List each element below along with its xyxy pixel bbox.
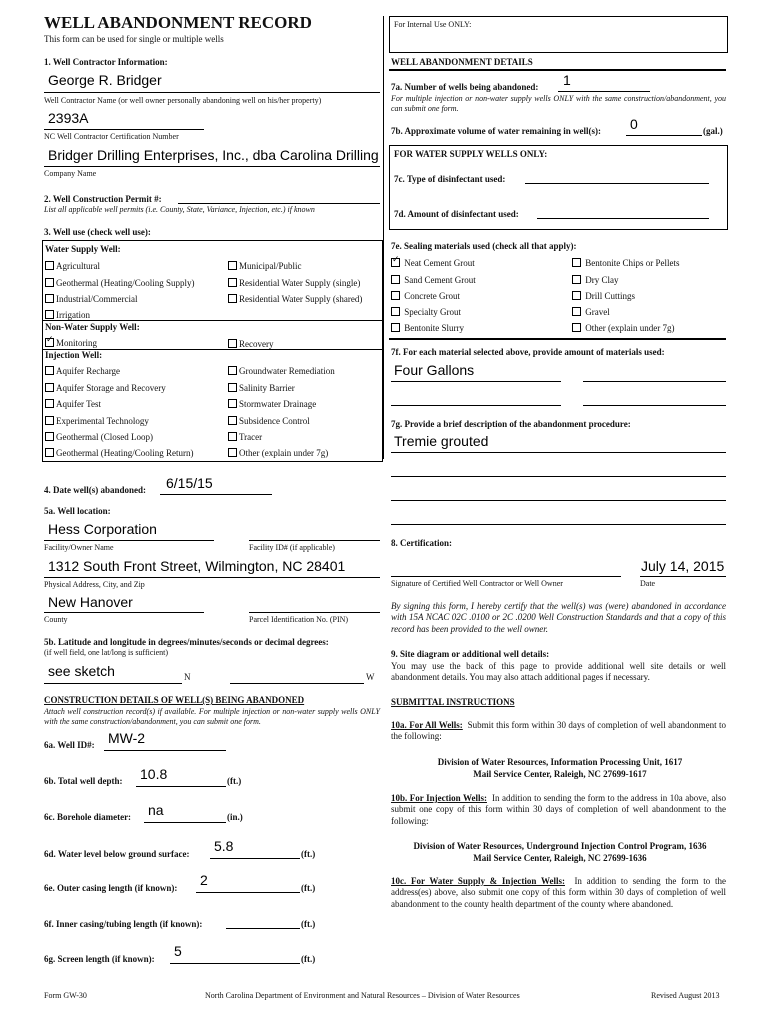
- date-abandoned-line: [160, 494, 272, 495]
- screen-length-line: [170, 963, 300, 964]
- water-supply-label: Water Supply Well:: [45, 244, 121, 254]
- checkbox-icon[interactable]: [45, 261, 54, 270]
- submittal-10a-text: Submit this form within 30 days of completion of well abandonment to the following:: [391, 720, 727, 742]
- checkbox-icon[interactable]: [45, 448, 54, 457]
- checkbox-icon[interactable]: [391, 291, 400, 300]
- checkbox-icon[interactable]: [391, 275, 400, 284]
- wells-count-note: For multiple injection or non-water supply wells ONLY with the same construction/abandonment, you can submit one form.: [391, 94, 726, 113]
- checkbox-specialty-grout[interactable]: Specialty Grout: [391, 307, 461, 317]
- company-name-line: [44, 166, 380, 167]
- cert-number-line: [44, 129, 204, 130]
- checkbox-icon[interactable]: [45, 432, 54, 441]
- inner-casing-unit: (ft.): [301, 919, 316, 929]
- wells-count-line: [558, 91, 650, 92]
- checkbox-experimental[interactable]: Experimental Technology: [45, 416, 149, 426]
- checkbox-icon[interactable]: [572, 275, 581, 284]
- checkbox-municipal[interactable]: Municipal/Public: [228, 261, 302, 271]
- checkbox-residential-single[interactable]: Residential Water Supply (single): [228, 278, 360, 288]
- checkbox-bentonite-chips[interactable]: Bentonite Chips or Pellets: [572, 258, 680, 268]
- county-value[interactable]: New Hanover: [48, 594, 133, 610]
- well-id-value[interactable]: MW-2: [108, 730, 146, 746]
- footer-revised: Revised August 2013: [651, 991, 720, 1000]
- checkbox-salinity-barrier[interactable]: Salinity Barrier: [228, 383, 295, 393]
- checkbox-other[interactable]: Other (explain under 7g): [228, 448, 328, 458]
- cert-number-value[interactable]: 2393A: [48, 110, 89, 126]
- checkbox-recovery[interactable]: Recovery: [228, 339, 273, 349]
- latitude-line: [44, 683, 182, 684]
- contractor-name-value[interactable]: George R. Bridger: [48, 72, 162, 88]
- checkbox-icon[interactable]: [45, 416, 54, 425]
- latitude-value[interactable]: see sketch: [48, 663, 115, 679]
- company-name-label: Company Name: [44, 169, 97, 178]
- divider: [42, 320, 382, 321]
- well-depth-line: [136, 786, 226, 787]
- cert-date-line: [640, 576, 726, 577]
- checkbox-geothermal-return[interactable]: Geothermal (Heating/Cooling Return): [45, 448, 193, 458]
- date-abandoned-label: 4. Date well(s) abandoned:: [44, 485, 147, 495]
- checkbox-icon[interactable]: [45, 399, 54, 408]
- internal-use-box: [389, 16, 728, 53]
- footer-agency: North Carolina Department of Environment and Natural Resources – Division of Water Resources: [205, 991, 520, 1000]
- materials-amount-value[interactable]: Four Gallons: [394, 362, 475, 378]
- checkbox-aquifer-test[interactable]: Aquifer Test: [45, 399, 101, 409]
- checkbox-icon[interactable]: [45, 366, 54, 375]
- permit-line[interactable]: [178, 203, 380, 204]
- outer-casing-line: [196, 892, 300, 893]
- borehole-unit: (in.): [227, 812, 243, 822]
- checkbox-tracer[interactable]: Tracer: [228, 432, 262, 442]
- checkbox-icon[interactable]: [228, 366, 237, 375]
- checkbox-icon[interactable]: [228, 448, 237, 457]
- checkbox-icon[interactable]: [228, 416, 237, 425]
- checkbox-agricultural[interactable]: Agricultural: [45, 261, 100, 271]
- checkbox-icon[interactable]: [45, 294, 54, 303]
- checkbox-icon[interactable]: [572, 323, 581, 332]
- checkbox-icon[interactable]: [45, 310, 54, 319]
- submittal-10b: [391, 793, 726, 827]
- well-depth-value[interactable]: 10.8: [140, 766, 168, 782]
- materials-line-2[interactable]: [583, 381, 726, 382]
- cert-date-label: Date: [640, 579, 656, 588]
- procedure-line-1: [391, 452, 726, 453]
- wells-count-label: 7a. Number of wells being abandoned:: [391, 82, 539, 92]
- form-title: WELL ABANDONMENT RECORD: [44, 13, 312, 32]
- permit-note: List all applicable well permits (i.e. County, State, Variance, Injection, etc.) if known: [44, 205, 315, 214]
- checkbox-groundwater-remediation[interactable]: Groundwater Remediation: [228, 366, 335, 376]
- longitude-w: W: [366, 672, 375, 682]
- checkbox-icon[interactable]: [572, 291, 581, 300]
- section3-heading: 3. Well use (check well use):: [44, 227, 151, 237]
- sealing-rule: [389, 338, 726, 340]
- ipu-address: Division of Water Resources, Information Processing Unit, 1617 Mail Service Center, Raleigh, NC 27699-1617: [437, 757, 683, 780]
- checkbox-icon[interactable]: [391, 323, 400, 332]
- address-value[interactable]: 1312 South Front Street, Wilmington, NC 28401: [48, 558, 346, 574]
- borehole-label: 6c. Borehole diameter:: [44, 812, 132, 822]
- inner-casing-line: [226, 928, 300, 929]
- submittal-10a: [391, 720, 726, 743]
- checkbox-gravel[interactable]: Gravel: [572, 307, 610, 317]
- facility-value[interactable]: Hess Corporation: [48, 521, 157, 537]
- checkbox-icon[interactable]: [228, 261, 237, 270]
- water-volume-unit: (gal.): [703, 126, 723, 136]
- county-label: County: [44, 615, 68, 624]
- materials-line-1: [391, 381, 561, 382]
- county-line: [44, 612, 204, 613]
- section1-heading: 1. Well Contractor Information:: [44, 57, 168, 67]
- latitude-n: N: [184, 672, 191, 682]
- procedure-line-4[interactable]: [391, 524, 726, 525]
- certification-heading: 8. Certification:: [391, 538, 452, 548]
- form-subtitle: This form can be used for single or multiple wells: [44, 34, 224, 44]
- outer-casing-label: 6e. Outer casing length (if known):: [44, 883, 178, 893]
- well-id-label: 6a. Well ID#:: [44, 740, 95, 750]
- longitude-line[interactable]: [230, 683, 364, 684]
- details-heading-rule: [389, 69, 726, 71]
- wells-count-value[interactable]: 1: [563, 72, 571, 88]
- injection-label: Injection Well:: [45, 350, 103, 360]
- checkbox-drill-cuttings[interactable]: Drill Cuttings: [572, 291, 635, 301]
- facility-id-label: Facility ID# (if applicable): [249, 543, 335, 552]
- checkbox-monitoring[interactable]: ✓Monitoring: [45, 338, 97, 348]
- checkbox-industrial[interactable]: Industrial/Commercial: [45, 294, 137, 304]
- well-id-line: [104, 750, 226, 751]
- certification-statement: By signing this form, I hereby certify that the well(s) was (were) abandoned in accordance with 15A NCAC 02C .0100 or 2C .0200 Well Construction Standards and that a copy of this record has been provided to the well owner.: [391, 601, 726, 634]
- water-level-value[interactable]: 5.8: [214, 838, 234, 854]
- section2-heading: 2. Well Construction Permit #:: [44, 194, 162, 204]
- pin-line[interactable]: [249, 612, 380, 613]
- screen-length-label: 6g. Screen length (if known):: [44, 954, 155, 964]
- checkbox-neat-cement[interactable]: ✓ Neat Cement Grout: [391, 258, 475, 268]
- section5-heading: 5a. Well location:: [44, 506, 111, 516]
- facility-id-line[interactable]: [249, 540, 380, 541]
- checkbox-icon[interactable]: [45, 383, 54, 392]
- details-heading: WELL ABANDONMENT DETAILS: [391, 57, 533, 67]
- disinfectant-type-line[interactable]: [525, 183, 709, 184]
- company-name-value[interactable]: Bridger Drilling Enterprises, Inc., dba Carolina Drilling: [48, 147, 379, 163]
- facility-label: Facility/Owner Name: [44, 543, 114, 552]
- disinfectant-type-label: 7c. Type of disinfectant used:: [394, 174, 506, 184]
- water-level-line: [210, 858, 300, 859]
- water-level-unit: (ft.): [301, 849, 316, 859]
- site-diagram-heading: 9. Site diagram or additional well details:: [391, 649, 550, 659]
- checkbox-irrigation[interactable]: Irrigation: [45, 310, 90, 320]
- checkbox-stormwater[interactable]: Stormwater Drainage: [228, 399, 316, 409]
- checkbox-geothermal-closed[interactable]: Geothermal (Closed Loop): [45, 432, 153, 442]
- footer-form: Form GW-30: [44, 991, 87, 1000]
- water-volume-value[interactable]: 0: [630, 116, 638, 132]
- contractor-name-line: [44, 92, 380, 93]
- checkbox-aquifer-recharge[interactable]: Aquifer Recharge: [45, 366, 120, 376]
- checkbox-concrete-grout[interactable]: Concrete Grout: [391, 291, 460, 301]
- date-abandoned-value[interactable]: 6/15/15: [166, 475, 213, 491]
- sealing-heading: 7e. Sealing materials used (check all that apply):: [391, 241, 577, 251]
- well-depth-label: 6b. Total well depth:: [44, 776, 123, 786]
- checkbox-icon[interactable]: [228, 278, 237, 287]
- checkbox-dry-clay[interactable]: Dry Clay: [572, 275, 619, 285]
- procedure-value[interactable]: Tremie grouted: [394, 433, 489, 449]
- materials-line-4[interactable]: [583, 405, 726, 406]
- procedure-line-2[interactable]: [391, 476, 726, 477]
- checkbox-icon[interactable]: [228, 399, 237, 408]
- latlong-note: (if well field, one lat/long is sufficient): [44, 648, 169, 657]
- water-level-label: 6d. Water level below ground surface:: [44, 849, 190, 859]
- screen-length-value[interactable]: 5: [174, 943, 182, 959]
- checkbox-subsidence[interactable]: Subsidence Control: [228, 416, 310, 426]
- checkbox-icon[interactable]: [228, 294, 237, 303]
- checkbox-bentonite-slurry[interactable]: Bentonite Slurry: [391, 323, 464, 333]
- facility-line: [44, 540, 214, 541]
- signature-line[interactable]: [391, 576, 621, 577]
- checkbox-checked-icon[interactable]: [391, 258, 400, 267]
- well-depth-unit: (ft.): [227, 776, 242, 786]
- pin-label: Parcel Identification No. (PIN): [249, 615, 349, 624]
- checkbox-icon[interactable]: [228, 339, 237, 348]
- outer-casing-value[interactable]: 2: [200, 872, 208, 888]
- cert-number-label: NC Well Contractor Certification Number: [44, 132, 179, 141]
- address-line: [44, 577, 380, 578]
- borehole-line: [144, 822, 226, 823]
- checkbox-checked-icon[interactable]: [45, 338, 54, 347]
- construction-heading: CONSTRUCTION DETAILS OF WELL(S) BEING ABANDONED: [44, 695, 305, 705]
- checkbox-other-material[interactable]: Other (explain under 7g): [572, 323, 674, 333]
- address-label: Physical Address, City, and Zip: [44, 580, 145, 589]
- submittal-10b-text: In addition to sending the form to the address in 10a above, also submit one copy of this form within 30 days of completion of well abandonment to the following:: [391, 793, 726, 826]
- materials-amount-heading: 7f. For each material selected above, provide amount of materials used:: [391, 347, 665, 357]
- internal-use-label: For Internal Use ONLY:: [394, 20, 472, 29]
- disinfectant-amount-line[interactable]: [537, 218, 709, 219]
- checkbox-residential-shared[interactable]: Residential Water Supply (shared): [228, 294, 362, 304]
- checkbox-aquifer-storage[interactable]: Aquifer Storage and Recovery: [45, 383, 166, 393]
- signature-label: Signature of Certified Well Contractor or Well Owner: [391, 579, 563, 588]
- water-supply-heading: FOR WATER SUPPLY WELLS ONLY:: [394, 149, 548, 159]
- outer-casing-unit: (ft.): [301, 883, 316, 893]
- checkbox-sand-cement[interactable]: Sand Cement Grout: [391, 275, 476, 285]
- materials-line-3[interactable]: [391, 405, 561, 406]
- checkbox-icon[interactable]: [572, 307, 581, 316]
- latlong-heading: 5b. Latitude and longitude in degrees/minutes/seconds or decimal degrees:: [44, 637, 329, 647]
- submittal-10c: [391, 876, 726, 910]
- procedure-heading: 7g. Provide a brief description of the abandonment procedure:: [391, 419, 631, 429]
- checkbox-icon[interactable]: [228, 383, 237, 392]
- uic-address: Division of Water Resources, Underground Injection Control Program, 1636 Mail Service Center, Raleigh, NC 27699-1636: [413, 841, 707, 864]
- checkbox-geothermal-supply[interactable]: Geothermal (Heating/Cooling Supply): [45, 278, 194, 288]
- non-water-label: Non-Water Supply Well:: [45, 322, 140, 332]
- screen-length-unit: (ft.): [301, 954, 316, 964]
- checkbox-icon[interactable]: [572, 258, 581, 267]
- checkbox-icon[interactable]: [391, 307, 400, 316]
- checkbox-icon[interactable]: [45, 278, 54, 287]
- submittal-10c-text: In addition to sending the form to the address(es) above, also submit one copy of this form within 30 days of completion of well abandonment to the county health department of the county where abandoned.: [391, 876, 727, 909]
- procedure-line-3[interactable]: [391, 500, 726, 501]
- submittal-10c-label: 10c. For Water Supply & Injection Wells:: [391, 876, 565, 886]
- disinfectant-amount-label: 7d. Amount of disinfectant used:: [394, 209, 519, 219]
- submittal-10a-label: 10a. For All Wells:: [391, 720, 463, 730]
- inner-casing-label: 6f. Inner casing/tubing length (if known):: [44, 919, 203, 929]
- construction-note: Attach well construction record(s) if available. For multiple injection or non-water supply wells ONLY with the same construction/abandonment, you can submit one form.: [44, 707, 380, 726]
- site-diagram-text: You may use the back of this page to provide additional well site details or well abandonment details. You may also attach additional pages if necessary.: [391, 661, 726, 683]
- borehole-value[interactable]: na: [148, 802, 164, 818]
- cert-date-value[interactable]: July 14, 2015: [641, 558, 725, 574]
- checkbox-icon[interactable]: [228, 432, 237, 441]
- contractor-name-label: Well Contractor Name (or well owner personally abandoning well on his/her property): [44, 96, 322, 105]
- water-volume-line: [626, 135, 702, 136]
- water-volume-label: 7b. Approximate volume of water remaining in well(s):: [391, 126, 601, 136]
- column-divider: [383, 16, 384, 459]
- submittal-10b-label: 10b. For Injection Wells:: [391, 793, 487, 803]
- submittal-heading: SUBMITTAL INSTRUCTIONS: [391, 697, 515, 707]
